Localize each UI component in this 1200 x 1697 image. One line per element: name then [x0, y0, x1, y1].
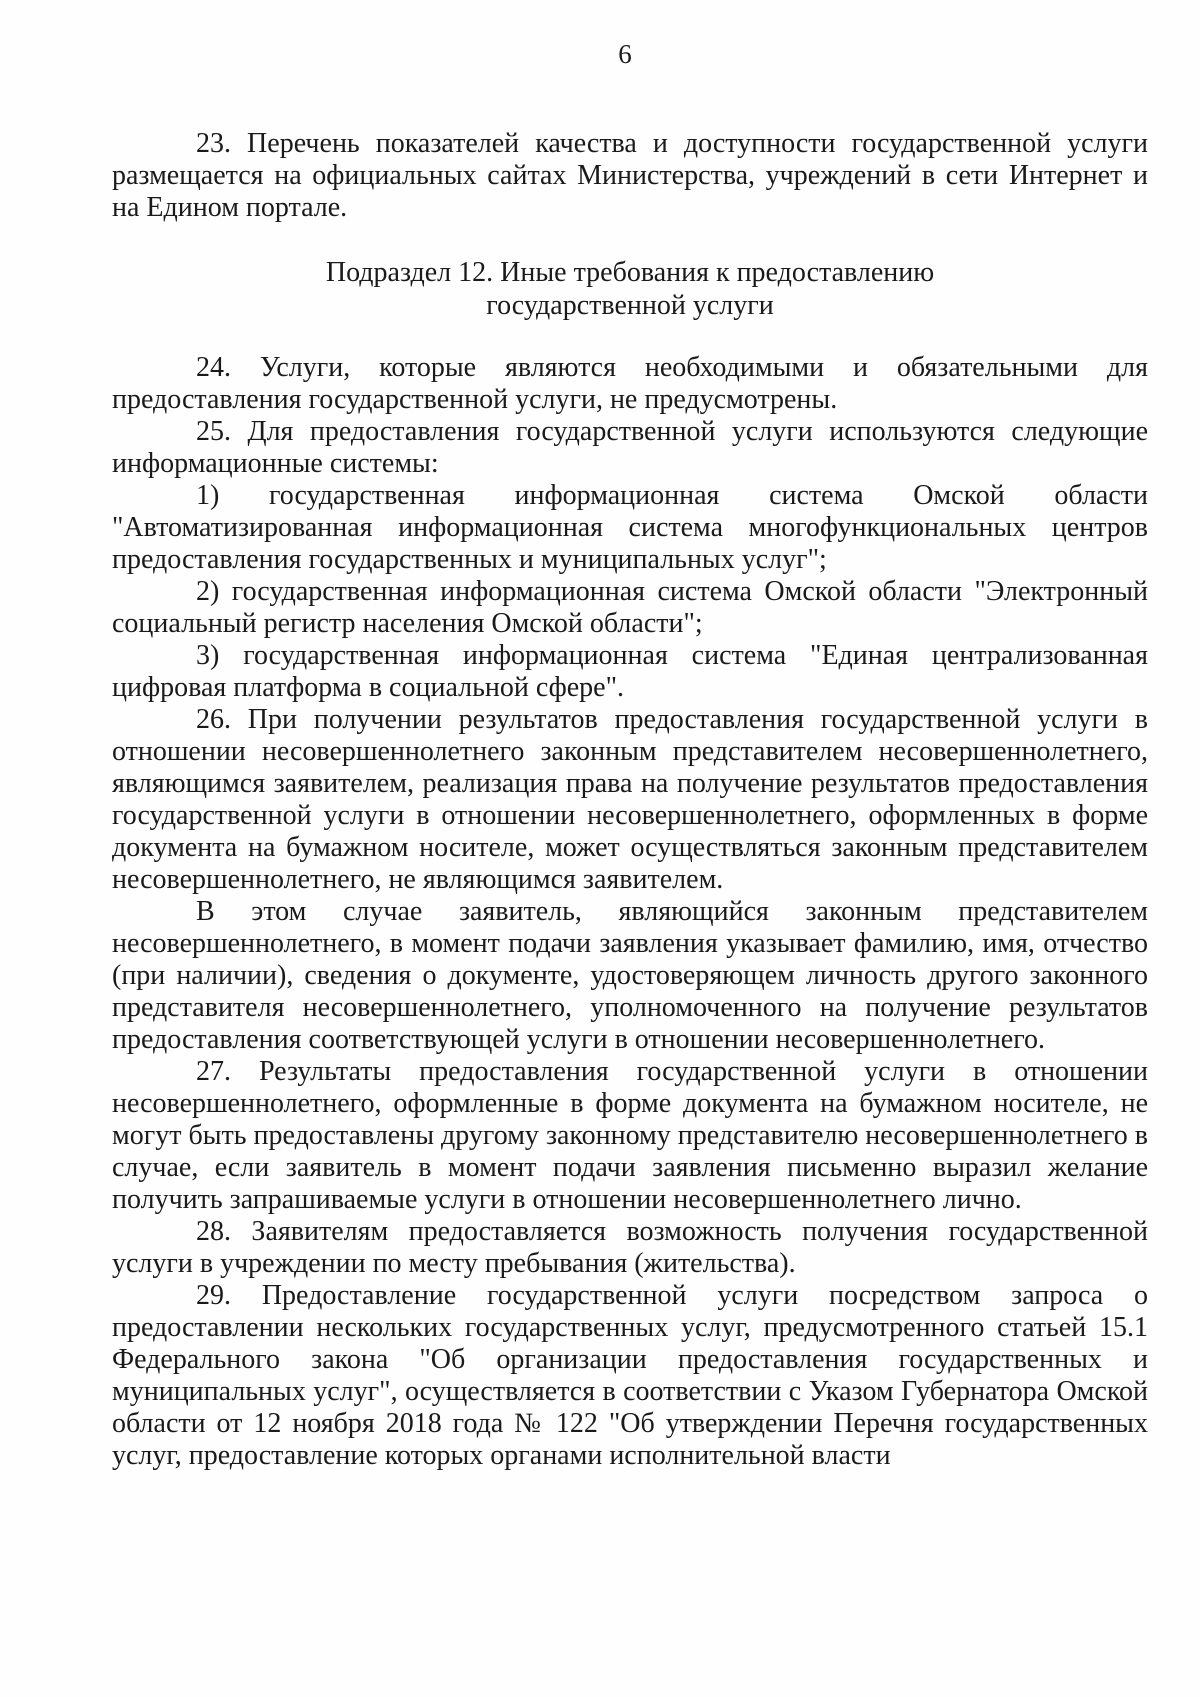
list-item-2: 2) государственная информационная система Омской области "Электронный социальный регистр населения Омской области";: [112, 576, 1148, 639]
paragraph-27: 27. Результаты предоставления государственной услуги в отношении несовершеннолетнего, оформленные в форме документа на бумажном носителе, не могут быть предоставлены другому законному представителю несовершеннолетнего в случае, если заявитель в момент подачи заявления письменно выразил желание получить запрашиваемые услуги в отношении несовершеннолетнего лично.: [112, 1056, 1148, 1215]
paragraph-28: 28. Заявителям предоставляется возможность получения государственной услуги в учреждении по месту пребывания (жительства).: [112, 1216, 1148, 1279]
paragraph-26: 26. При получении результатов предоставления государственной услуги в отношении несовершеннолетнего законным представителем несовершеннолетнего, являющимся заявителем, реализация права на получение результатов предоставления государственной услуги в отношении несовершеннолетнего, оформленных в форме документа на бумажном носителе, может осуществляться законным представителем несовершеннолетнего, не являющимся заявителем.: [112, 704, 1148, 895]
list-item-3: 3) государственная информационная система "Единая централизованная цифровая платформа в социальной сфере".: [112, 640, 1148, 703]
paragraph-24: 24. Услуги, которые являются необходимыми и обязательными для предоставления государственной услуги, не предусмотрены.: [112, 352, 1148, 415]
subsection-heading-line-2: государственной услуги: [486, 290, 774, 321]
list-item-1: 1) государственная информационная система Омской области "Автоматизированная информационная система многофункциональных центров предоставления государственных и муниципальных услуг";: [112, 480, 1148, 575]
subsection-heading-line-1: Подраздел 12. Иные требования к предоставлению: [325, 257, 935, 288]
document-body: [112, 128, 1148, 1472]
paragraph-26-continued: В этом случае заявитель, являющийся законным представителем несовершеннолетнего, в момент подачи заявления указывает фамилию, имя, отчество (при наличии), сведения о документе, удостоверяющем личность другого законного представителя несовершеннолетнего, уполномоченного на получение результатов предоставления соответствующей услуги в отношении несовершеннолетнего.: [112, 896, 1148, 1055]
subsection-heading: [112, 256, 1148, 322]
paragraph-29: 29. Предоставление государственной услуги посредством запроса о предоставлении нескольких государственных услуг, предусмотренного статьей 15.1 Федерального закона "Об организации предоставления государственных и муниципальных услуг", осуществляется в соответствии с Указом Губернатора Омской области от 12 ноября 2018 года № 122 "Об утверждении Перечня государственных услуг, предоставление которых органами исполнительной власти: [112, 1280, 1148, 1471]
paragraph-23: 23. Перечень показателей качества и доступности государственной услуги размещается на официальных сайтах Министерства, учреждений в сети Интернет и на Едином портале.: [112, 128, 1148, 223]
page-number: 6: [618, 39, 632, 69]
paragraph-25: 25. Для предоставления государственной услуги используются следующие информационные системы:: [112, 416, 1148, 479]
